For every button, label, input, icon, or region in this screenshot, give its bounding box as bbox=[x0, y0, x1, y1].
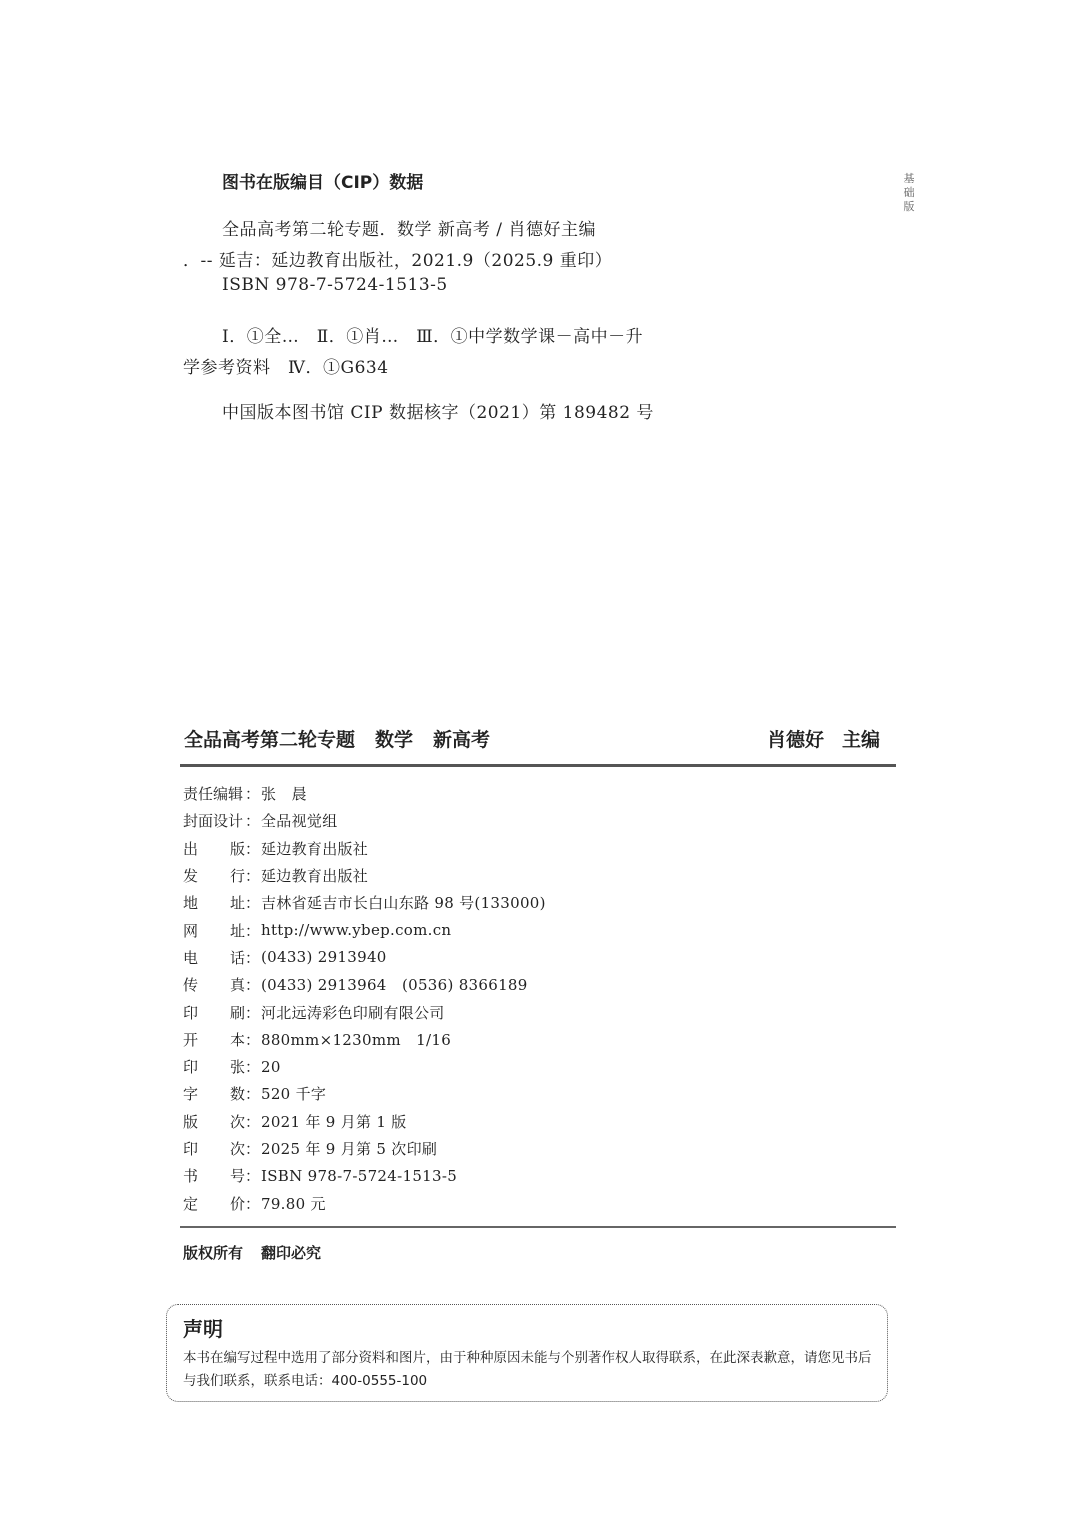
footer-rule bbox=[180, 1226, 896, 1228]
spec-value: (0433) 2913940 bbox=[261, 948, 387, 967]
cip-line-1: 全品高考第二轮专题．数学 新高考 / 肖德好主编 bbox=[222, 220, 596, 240]
spec-value: 全品视觉组 bbox=[261, 812, 338, 831]
spec-row bbox=[183, 780, 546, 807]
spec-row bbox=[183, 1135, 546, 1162]
header-rule bbox=[180, 764, 896, 767]
cip-line-5: 学参考资料 Ⅳ．①G634 bbox=[183, 358, 389, 378]
edition-side-tag: 基础版 bbox=[903, 172, 915, 213]
spec-label: 发 行 bbox=[183, 867, 245, 886]
spec-label: 字 数 bbox=[183, 1085, 245, 1104]
spec-value: 延边教育出版社 bbox=[261, 839, 369, 858]
copyright-warning: 翻印必究 bbox=[261, 1244, 322, 1262]
spec-row bbox=[183, 835, 546, 862]
spec-colon: ： bbox=[245, 1112, 261, 1131]
spec-label: 书 号 bbox=[183, 1167, 245, 1186]
book-title-series: 全品高考第二轮专题 bbox=[184, 729, 356, 751]
book-editor bbox=[749, 725, 880, 752]
spec-value: 20 bbox=[261, 1057, 281, 1076]
book-title-subject: 数学 bbox=[375, 729, 414, 751]
spec-row bbox=[183, 916, 546, 943]
spec-row bbox=[183, 1053, 546, 1080]
spec-colon: ： bbox=[245, 1194, 261, 1213]
spec-label: 网 址 bbox=[183, 921, 245, 940]
spec-label: 印 张 bbox=[183, 1058, 245, 1077]
spec-row bbox=[183, 971, 546, 998]
spec-value: 2025 年 9 月第 5 次印刷 bbox=[261, 1140, 438, 1158]
spec-colon: ： bbox=[245, 894, 261, 913]
spec-colon: ： bbox=[245, 1167, 261, 1186]
spec-row bbox=[183, 1162, 546, 1189]
spec-colon: ： bbox=[245, 812, 261, 831]
notice-box bbox=[166, 1304, 888, 1402]
spec-row bbox=[183, 1026, 546, 1053]
spec-colon: ： bbox=[245, 921, 261, 940]
spec-label: 电 话 bbox=[183, 948, 245, 967]
spec-label: 版 次 bbox=[183, 1112, 245, 1131]
cip-title: 图书在版编目（CIP）数据 bbox=[222, 173, 424, 193]
spec-colon: ： bbox=[245, 1085, 261, 1104]
spec-label: 封面设计 bbox=[183, 812, 244, 831]
spec-value: 张 晨 bbox=[261, 785, 307, 804]
spec-colon: ： bbox=[245, 1140, 261, 1158]
spec-value: 880mm×1230mm 1/16 bbox=[261, 1030, 452, 1049]
notice-title: 声明 bbox=[183, 1317, 223, 1341]
cip-line-4: Ⅰ．①全… Ⅱ．①肖… Ⅲ．①中学数学课－高中－升 bbox=[222, 327, 644, 347]
cip-line-3: ISBN 978-7-5724-1513-5 bbox=[222, 275, 448, 295]
spec-value: 2021 年 9 月第 1 版 bbox=[261, 1112, 407, 1131]
editor-name: 肖德好 bbox=[766, 729, 824, 751]
spec-label: 定 价 bbox=[183, 1194, 245, 1213]
spec-value: http://www.ybep.com.cn bbox=[261, 921, 452, 940]
book-title bbox=[184, 725, 510, 752]
spec-colon: ： bbox=[245, 1003, 261, 1022]
spec-row bbox=[183, 944, 546, 971]
spec-value: 吉林省延吉市长白山东路 98 号(133000) bbox=[261, 894, 546, 913]
spec-row bbox=[183, 1108, 546, 1135]
spec-label: 开 本 bbox=[183, 1030, 245, 1049]
spec-label: 地 址 bbox=[183, 894, 245, 913]
spec-label: 印 刷 bbox=[183, 1003, 245, 1022]
spec-colon: ： bbox=[245, 1030, 261, 1049]
spec-value: (0433) 2913964 (0536) 8366189 bbox=[261, 976, 528, 995]
spec-colon: ： bbox=[245, 839, 261, 858]
notice-text: 本书在编写过程中选用了部分资料和图片，由于种种原因未能与个别著作权人取得联系，在此深表歉意，请您见书后与我们联系，联系电话：400-0555-100 bbox=[183, 1350, 872, 1389]
spec-colon: ： bbox=[245, 867, 261, 886]
spec-row bbox=[183, 998, 546, 1025]
spec-label: 印 次 bbox=[183, 1140, 245, 1158]
spec-row bbox=[183, 862, 546, 889]
cip-line-6: 中国版本图书馆 CIP 数据核字（2021）第 189482 号 bbox=[222, 403, 654, 423]
book-title-edition: 新高考 bbox=[433, 729, 491, 751]
copyright-line bbox=[183, 1242, 339, 1263]
spec-colon: ： bbox=[245, 948, 261, 967]
spec-row bbox=[183, 1080, 546, 1107]
spec-value: ISBN 978-7-5724-1513-5 bbox=[261, 1166, 458, 1185]
spec-colon: ： bbox=[245, 976, 261, 995]
spec-row bbox=[183, 1189, 546, 1216]
cip-line-2: ．-- 延吉：延边教育出版社，2021.9（2025.9 重印） bbox=[183, 251, 613, 271]
spec-label: 出 版 bbox=[183, 839, 245, 858]
spec-value: 79.80 元 bbox=[261, 1194, 326, 1213]
spec-value: 河北远涛彩色印刷有限公司 bbox=[261, 1003, 445, 1022]
spec-row bbox=[183, 807, 546, 834]
publication-specs bbox=[183, 780, 546, 1217]
copyright-reserved: 版权所有 bbox=[183, 1244, 244, 1262]
spec-colon: ： bbox=[245, 1058, 261, 1077]
spec-label: 传 真 bbox=[183, 976, 245, 995]
spec-colon: ： bbox=[245, 785, 261, 804]
spec-value: 520 千字 bbox=[261, 1085, 327, 1104]
editor-role: 主编 bbox=[841, 729, 880, 751]
spec-value: 延边教育出版社 bbox=[261, 867, 369, 886]
spec-row bbox=[183, 889, 546, 916]
spec-label: 责任编辑 bbox=[183, 785, 244, 804]
